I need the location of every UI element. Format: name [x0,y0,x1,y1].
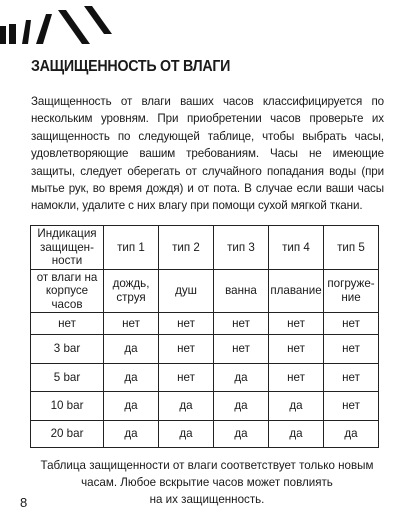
table-cell: да [214,420,269,447]
table-cell: да [214,363,269,391]
decorative-header-stripes [0,0,120,44]
table-cell: нет [269,335,324,363]
row-label: 20 bar [31,420,104,447]
caption-line-3: на их защищенность. [149,493,265,506]
header-indication-bottom: от влаги на корпусе часов [31,269,104,313]
page-title: ЗАЩИЩЕННОСТЬ ОТ ВЛАГИ [31,58,231,75]
header-indication-top: Индикация защищен-ности [31,226,104,270]
type-4-header: тип 4 [269,226,324,270]
table-cell: нет [324,363,379,391]
condition-2: душ [159,269,214,313]
page-number: 8 [20,495,28,510]
condition-5: погруже-ние [324,269,379,313]
table-caption [25,457,389,508]
condition-3: ванна [214,269,269,313]
row-label: 5 bar [31,363,104,391]
table-cell: да [159,392,214,420]
table-cell: нет [324,313,379,335]
table-cell: да [104,420,159,447]
caption-line-1: Таблица защищенности от влаги соответствует только новым [40,459,374,472]
table-cell: нет [159,335,214,363]
table-cell: да [159,420,214,447]
table-cell: да [104,363,159,391]
table-cell: да [269,392,324,420]
table-cell: да [324,420,379,447]
type-5-header: тип 5 [324,226,379,270]
table-cell: нет [104,313,159,335]
type-3-header: тип 3 [214,226,269,270]
caption-line-2: часам. Любое вскрытие часов может повлиять [81,476,333,489]
row-label: 10 bar [31,392,104,420]
table-cell: да [214,392,269,420]
table-cell: нет [214,335,269,363]
table-cell: нет [269,313,324,335]
table-cell: нет [324,335,379,363]
table-cell: да [269,420,324,447]
table-cell: да [104,392,159,420]
type-1-header: тип 1 [104,226,159,270]
table-cell: нет [324,392,379,420]
row-label: нет [31,313,104,335]
type-2-header: тип 2 [159,226,214,270]
table-cell: нет [214,313,269,335]
table-cell: да [104,335,159,363]
condition-4: плавание [269,269,324,313]
table-cell: нет [269,363,324,391]
row-label: 3 bar [31,335,104,363]
table-cell: нет [159,363,214,391]
table-cell: нет [159,313,214,335]
condition-1: дождь, струя [104,269,159,313]
intro-paragraph: Защищенность от влаги ваших часов классифицируется по нескольким уровням. При приобретении часов проверьте их защищенность по следующей таблице, чтобы выбрать часы, удовлетворяющие вашим требованиям. Часы не имеющие защиты, следует оберегать от случайного попадания воды (при мытье рук, во время дождя) и от пота. В случае если ваши часы намокли, удалите с них влагу при помощи сухой мягкой ткани. [31,95,384,213]
water-resistance-table [30,225,379,448]
